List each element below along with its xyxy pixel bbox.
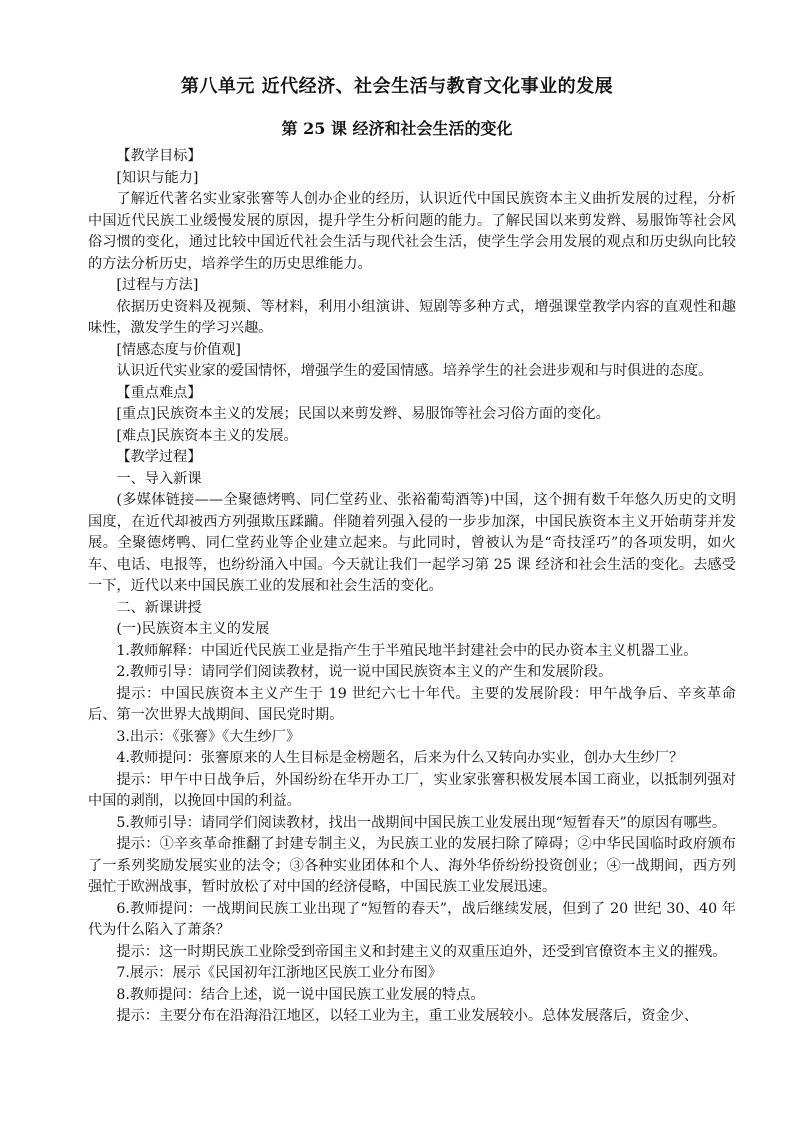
paragraph: (多媒体链接——全聚德烤鸭、同仁堂药业、张裕葡萄酒等)中国，这个拥有数千年悠久历史的文明国度，在近代却被西方列强欺压蹂躏。伴随着列强入侵的一步步加深，中国民族资本主义开始萌芽并发展。全聚德烤鸭、同仁堂药业等企业建立起来。与此同时，曾被认为是“奇技淫巧”的各项发明，如火车、电话、电报等，也纷纷涌入中国。今天就让我们一起学习第 25 课 经济和社会生活的变化。去感受一下，近代以来中国民族工业的发展和社会生活的变化。 (88, 492, 736, 594)
paragraph: 依据历史资料及视频、等材料，利用小组演讲、短剧等多种方式，增强课堂教学内容的直观性和趣味性，激发学生的学习兴趣。 (88, 298, 736, 336)
paragraph: [重点]民族资本主义的发展；民国以来剪发辫、易服饰等社会习俗方面的变化。 (116, 406, 610, 422)
section-heading: 二、新课讲授 (116, 599, 202, 616)
unit-title: 第八单元 近代经济、社会生活与教育文化事业的发展 (180, 76, 614, 97)
paragraph: 7.展示：展示《民国初年江浙地区民族工业分布图》 (116, 965, 443, 981)
paragraph: 2.教师引导：请同学们阅读教材，说一说中国民族资本主义的产生和发展阶段。 (116, 664, 613, 680)
paragraph: 提示：这一时期民族工业除受到帝国主义和封建主义的双重压迫外，还受到官僚资本主义的摧残。 (116, 943, 727, 960)
heading-process: 【教学过程】 (116, 449, 202, 465)
paragraph: 提示：主要分布在沿海沿江地区，以轻工业为主，重工业发展较小。总体发展落后，资金少、 (116, 1008, 699, 1024)
paragraph: 6.教师提问：一战期间民族工业出现了“短暂的春天”，战后继续发展，但到了 20 世纪 30、40 年代为什么陷入了萧条？ (88, 900, 736, 938)
paragraph: 了解近代著名实业家张謇等人创办企业的经历，认识近代中国民族资本主义曲折发展的过程，分析中国近代民族工业缓慢发展的原因，提升学生分析问题的能力。了解民国以来剪发辫、易服饰等社会风俗习惯的变化，通过比较中国近代社会生活与现代社会生活，使学生学会用发展的观点和历史纵向比较的方法分析历史，培养学生的历史思维能力。 (88, 191, 736, 272)
paragraph: [难点]民族资本主义的发展。 (116, 427, 298, 444)
section-heading: 一、导入新课 (116, 470, 202, 487)
paragraph: 8.教师提问：结合上述，说一说中国民族工业发展的特点。 (116, 986, 485, 1003)
subsection-heading: (一)民族资本主义的发展 (116, 621, 270, 637)
heading-objectives: 【教学目标】 (116, 148, 202, 164)
subheading-values: [情感态度与价值观] (116, 341, 241, 358)
paragraph: 提示：①辛亥革命推翻了封建专制主义，为民族工业的发展扫除了障碍；②中华民国临时政府颁布了一系列奖励发展实业的法令；③各种实业团体和个人、海外华侨纷纷投资创业；④一战期间，西方列强忙于欧洲战事，暂时放松了对中国的经济侵略，中国民族工业发展迅速。 (88, 836, 736, 895)
subheading-knowledge: [知识与能力] (116, 169, 199, 186)
paragraph: 4.教师提问：张謇原来的人生目标是金榜题名，后来为什么又转向办实业，创办大生纱厂？ (116, 750, 684, 766)
paragraph: 认识近代实业家的爱国情怀，增强学生的爱国情感。培养学生的社会进步观和与时俱进的态度。 (116, 363, 713, 379)
paragraph: 提示：中国民族资本主义产生于 19 世纪六七十年代。主要的发展阶段：甲午战争后、辛亥革命后、第一次世界大战期间、国民党时期。 (88, 685, 736, 723)
paragraph: 3.出示：《张謇》《大生纱厂》 (116, 728, 301, 745)
paragraph: 提示：甲午中日战争后，外国纷纷在华开办工厂，实业家张謇积极发展本国工商业，以抵制列强对中国的剥削，以挽回中国的利益。 (88, 771, 736, 809)
heading-key-points: 【重点难点】 (116, 384, 202, 401)
lesson-title: 第 25 课 经济和社会生活的变化 (281, 119, 513, 138)
paragraph: 5.教师引导：请同学们阅读教材，找出一战期间中国民族工业发展出现“短暂春天”的原因有哪些。 (116, 814, 727, 831)
subheading-process: [过程与方法] (116, 277, 199, 293)
paragraph: 1.教师解释：中国近代民族工业是指产生于半殖民地半封建社会中的民办资本主义机器工业。 (116, 642, 698, 659)
document-body (88, 146, 736, 1028)
